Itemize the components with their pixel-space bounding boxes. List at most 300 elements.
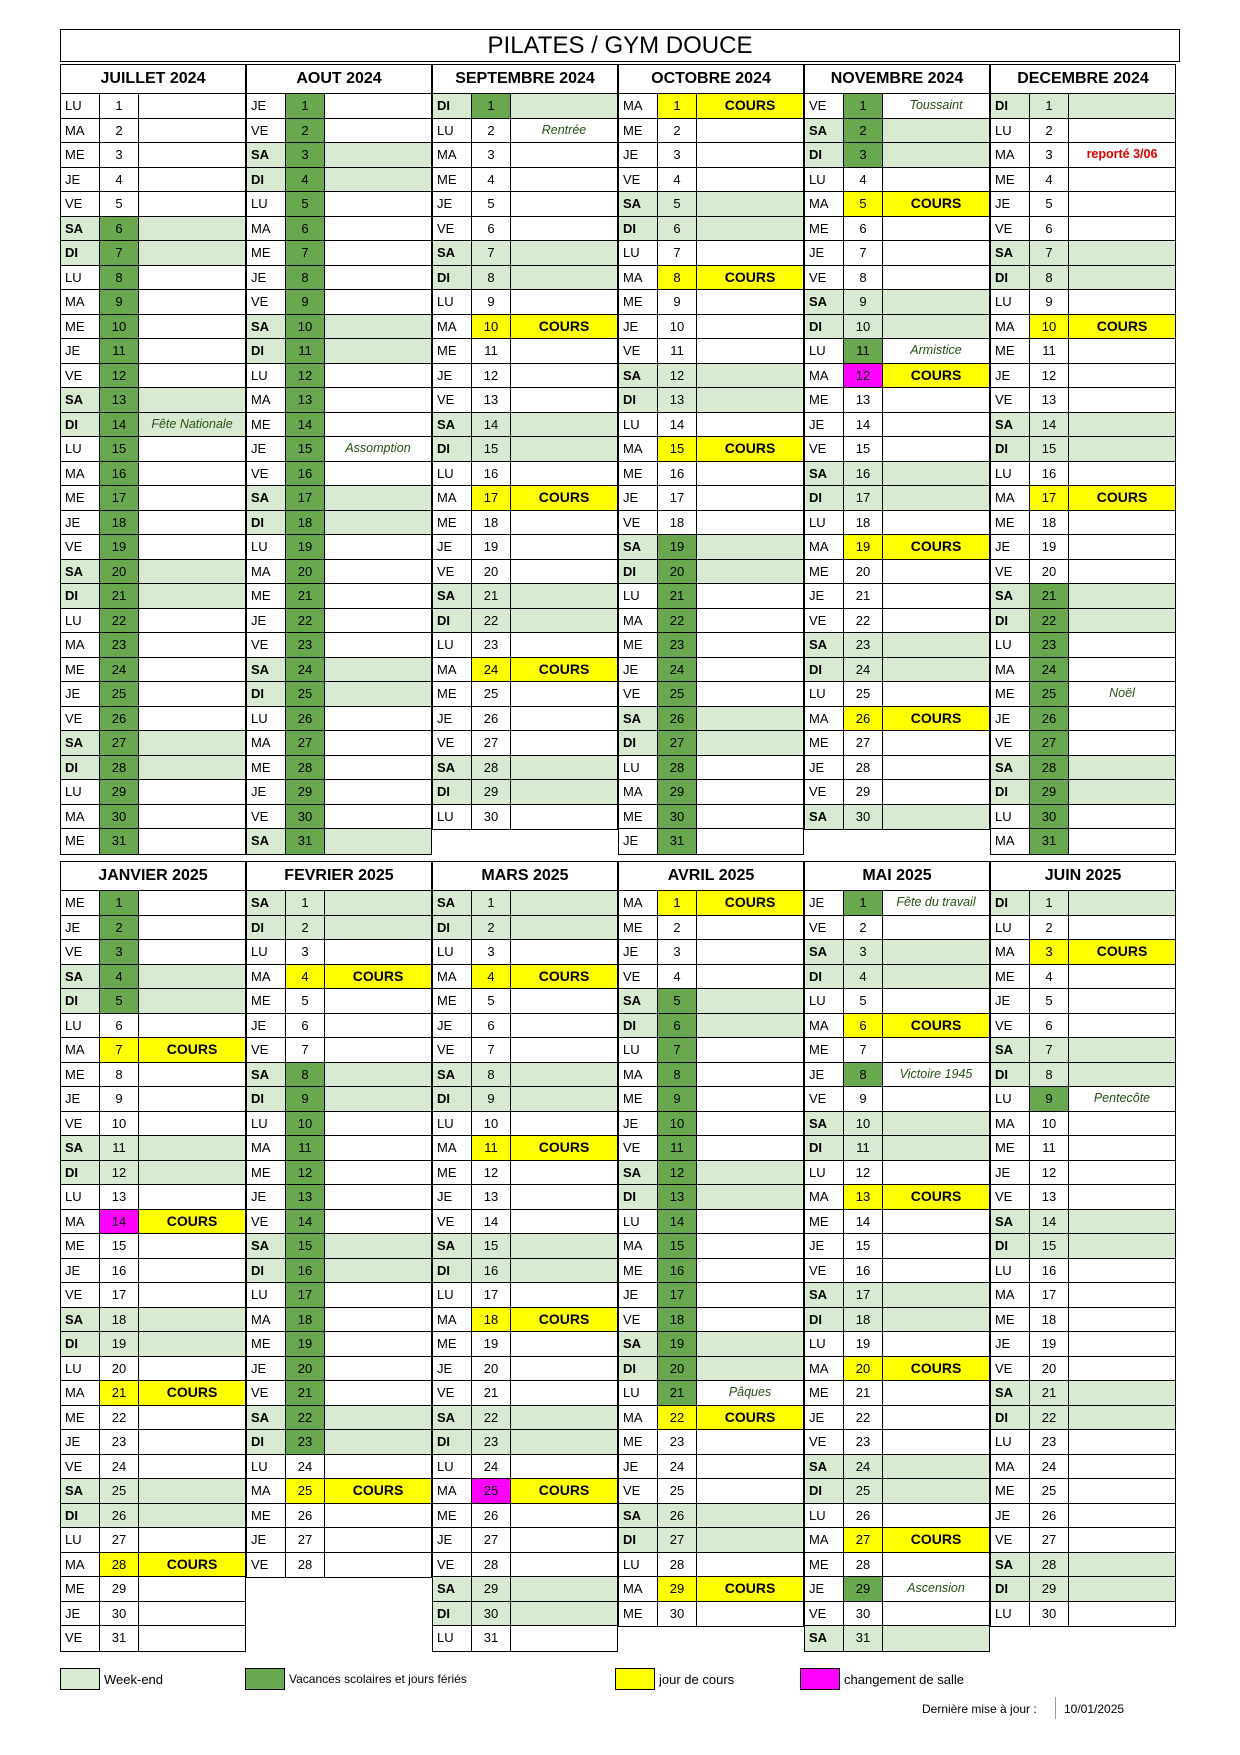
- day-number-cell: 29: [100, 780, 139, 804]
- day-number-cell: 21: [472, 1381, 511, 1405]
- info-cell: COURS: [883, 192, 989, 216]
- weekday-cell: DI: [991, 1063, 1030, 1087]
- day-number-cell: 4: [658, 168, 697, 192]
- day-row: [61, 437, 245, 462]
- weekday-cell: MA: [433, 1136, 472, 1160]
- weekday-cell: DI: [61, 1161, 100, 1185]
- info-cell: [697, 535, 803, 559]
- weekday-cell: VE: [247, 805, 286, 829]
- day-number-cell: 2: [1030, 119, 1069, 143]
- weekday-cell: MA: [61, 1381, 100, 1405]
- weekday-cell: MA: [991, 1112, 1030, 1136]
- info-cell: [1069, 829, 1175, 854]
- day-row: [61, 339, 245, 364]
- day-row: [61, 535, 245, 560]
- day-row: [433, 780, 617, 805]
- info-cell: COURS: [883, 1185, 989, 1209]
- day-number-cell: 27: [100, 731, 139, 755]
- weekday-cell: ME: [619, 633, 658, 657]
- weekday-cell: LU: [991, 1259, 1030, 1283]
- day-number-cell: 17: [472, 486, 511, 510]
- day-row: [619, 1357, 803, 1382]
- weekday-cell: JE: [805, 413, 844, 437]
- day-row: [433, 1406, 617, 1431]
- info-cell: [883, 780, 989, 804]
- day-number-cell: 8: [1030, 1063, 1069, 1087]
- info-cell: [883, 609, 989, 633]
- day-number-cell: 25: [844, 1479, 883, 1503]
- day-number-cell: 13: [844, 388, 883, 412]
- day-row: [805, 1602, 989, 1627]
- weekday-cell: VE: [433, 1038, 472, 1062]
- weekday-cell: LU: [433, 633, 472, 657]
- day-row: [805, 290, 989, 315]
- day-number-cell: 11: [286, 1136, 325, 1160]
- weekday-cell: SA: [619, 1161, 658, 1185]
- info-cell: [883, 1259, 989, 1283]
- day-number-cell: 9: [472, 1087, 511, 1111]
- info-cell: [1069, 511, 1175, 535]
- day-number-cell: 3: [1030, 143, 1069, 167]
- weekday-cell: JE: [61, 339, 100, 363]
- info-cell: [697, 731, 803, 755]
- day-row: [61, 560, 245, 585]
- info-cell: [139, 805, 245, 829]
- info-cell: [697, 829, 803, 854]
- weekday-cell: ME: [619, 119, 658, 143]
- month-title: NOVEMBRE 2024: [805, 65, 989, 94]
- day-row: [805, 916, 989, 941]
- info-cell: [697, 1136, 803, 1160]
- info-cell: COURS: [883, 364, 989, 388]
- day-number-cell: 23: [286, 1430, 325, 1454]
- weekday-cell: ME: [991, 682, 1030, 706]
- info-cell: [511, 1087, 617, 1111]
- day-row: [805, 1234, 989, 1259]
- weekday-cell: MA: [247, 1308, 286, 1332]
- day-number-cell: 30: [472, 1602, 511, 1626]
- weekday-cell: VE: [805, 1087, 844, 1111]
- day-row: [247, 1553, 431, 1578]
- month-title: DECEMBRE 2024: [991, 65, 1175, 94]
- weekday-cell: ME: [991, 168, 1030, 192]
- weekday-cell: JE: [61, 1602, 100, 1626]
- day-row: [805, 1161, 989, 1186]
- day-row: [805, 1332, 989, 1357]
- day-number-cell: 20: [658, 560, 697, 584]
- info-cell: [697, 1283, 803, 1307]
- weekday-cell: DI: [433, 1430, 472, 1454]
- day-row: [805, 633, 989, 658]
- day-number-cell: 5: [658, 192, 697, 216]
- info-cell: [697, 143, 803, 167]
- day-number-cell: 11: [844, 1136, 883, 1160]
- day-row: [247, 315, 431, 340]
- info-cell: [1069, 1553, 1175, 1577]
- day-row: [619, 290, 803, 315]
- day-row: [619, 1087, 803, 1112]
- day-row: [61, 1602, 245, 1627]
- info-cell: [511, 413, 617, 437]
- day-row: [247, 1259, 431, 1284]
- day-row: [619, 1234, 803, 1259]
- day-number-cell: 19: [844, 1332, 883, 1356]
- info-cell: Pâques: [728, 1385, 772, 1399]
- weekday-cell: JE: [805, 1063, 844, 1087]
- month-block: [432, 64, 618, 830]
- day-row: [433, 266, 617, 291]
- info-cell: [697, 584, 803, 608]
- day-number-cell: 29: [286, 780, 325, 804]
- day-row: [805, 535, 989, 560]
- info-cell: [1069, 1528, 1175, 1552]
- day-number-cell: 4: [844, 965, 883, 989]
- info-cell: [883, 1430, 989, 1454]
- day-row: [991, 1038, 1175, 1063]
- day-row: [61, 266, 245, 291]
- day-row: [619, 1504, 803, 1529]
- info-cell: [883, 1553, 989, 1577]
- info-cell: [139, 266, 245, 290]
- weekday-cell: LU: [805, 339, 844, 363]
- day-number-cell: 19: [658, 1332, 697, 1356]
- day-row: [61, 1577, 245, 1602]
- day-row: [61, 756, 245, 781]
- day-row: [619, 1136, 803, 1161]
- info-cell: [883, 1381, 989, 1405]
- info-cell: [1069, 1357, 1175, 1381]
- day-number-cell: 28: [286, 756, 325, 780]
- day-row: [991, 1504, 1175, 1529]
- day-row: [433, 1038, 617, 1063]
- day-number-cell: 27: [658, 1528, 697, 1552]
- divider: [1055, 1697, 1056, 1719]
- day-row: [61, 1185, 245, 1210]
- weekday-cell: VE: [61, 364, 100, 388]
- day-number-cell: 31: [844, 1626, 883, 1651]
- day-number-cell: 11: [658, 1136, 697, 1160]
- day-row: [991, 1234, 1175, 1259]
- info-cell: [139, 829, 245, 854]
- day-number-cell: 22: [658, 1406, 697, 1430]
- day-number-cell: 16: [658, 1259, 697, 1283]
- day-number-cell: 11: [286, 339, 325, 363]
- info-cell: [883, 1038, 989, 1062]
- weekday-cell: ME: [61, 315, 100, 339]
- weekday-cell: DI: [619, 1528, 658, 1552]
- day-number-cell: 23: [472, 1430, 511, 1454]
- day-row: [619, 829, 803, 854]
- weekday-cell: ME: [805, 388, 844, 412]
- day-row: [805, 989, 989, 1014]
- course-swatch: [615, 1668, 655, 1690]
- info-cell: COURS: [697, 1406, 803, 1430]
- day-row: [805, 805, 989, 830]
- day-number-cell: 2: [1030, 916, 1069, 940]
- weekday-cell: LU: [619, 1210, 658, 1234]
- day-row: [619, 1038, 803, 1063]
- weekday-cell: SA: [247, 1406, 286, 1430]
- info-cell: [325, 168, 431, 192]
- day-row: [433, 168, 617, 193]
- weekday-cell: JE: [433, 364, 472, 388]
- info-cell: [883, 315, 989, 339]
- info-cell: [511, 511, 617, 535]
- day-number-cell: 8: [472, 1063, 511, 1087]
- info-cell: [139, 119, 245, 143]
- info-cell: [139, 94, 245, 118]
- day-number-cell: 6: [1030, 1014, 1069, 1038]
- day-row: [433, 965, 617, 990]
- weekday-cell: JE: [247, 1185, 286, 1209]
- info-cell: [139, 192, 245, 216]
- info-cell: [511, 217, 617, 241]
- day-row: [619, 437, 803, 462]
- info-cell: [697, 1161, 803, 1185]
- info-cell: [325, 217, 431, 241]
- weekday-cell: ME: [991, 339, 1030, 363]
- day-row: [247, 168, 431, 193]
- info-cell: [325, 143, 431, 167]
- info-cell: [325, 1161, 431, 1185]
- day-number-cell: 13: [286, 1185, 325, 1209]
- day-row: [619, 1185, 803, 1210]
- day-row: [619, 1528, 803, 1553]
- weekday-cell: VE: [991, 388, 1030, 412]
- day-number-cell: 31: [286, 829, 325, 854]
- day-row: [61, 413, 245, 438]
- weekday-cell: ME: [61, 1577, 100, 1601]
- info-cell: [139, 1528, 245, 1552]
- info-cell: [511, 192, 617, 216]
- info-cell: [325, 192, 431, 216]
- info-cell: [139, 1185, 245, 1209]
- weekday-cell: ME: [619, 1259, 658, 1283]
- day-number-cell: 10: [1030, 1112, 1069, 1136]
- day-number-cell: 29: [472, 1577, 511, 1601]
- day-row: [991, 168, 1175, 193]
- day-row: [433, 119, 617, 144]
- weekday-cell: DI: [247, 1087, 286, 1111]
- info-cell: COURS: [511, 658, 617, 682]
- info-cell: [697, 388, 803, 412]
- day-row: [247, 965, 431, 990]
- info-cell: [883, 168, 989, 192]
- info-cell: [139, 339, 245, 363]
- day-number-cell: 10: [844, 315, 883, 339]
- info-cell: COURS: [883, 1357, 989, 1381]
- weekday-cell: VE: [805, 1602, 844, 1626]
- weekday-cell: SA: [805, 1283, 844, 1307]
- day-number-cell: 20: [1030, 1357, 1069, 1381]
- day-number-cell: 2: [844, 119, 883, 143]
- day-number-cell: 16: [472, 1259, 511, 1283]
- info-cell: [325, 609, 431, 633]
- day-number-cell: 15: [1030, 1234, 1069, 1258]
- info-cell: [325, 658, 431, 682]
- info-cell: [1069, 1185, 1175, 1209]
- info-cell: [511, 1014, 617, 1038]
- weekday-cell: DI: [619, 1357, 658, 1381]
- day-number-cell: 2: [844, 916, 883, 940]
- day-row: [991, 989, 1175, 1014]
- info-cell: [325, 1136, 431, 1160]
- info-cell: [325, 1528, 431, 1552]
- weekday-cell: DI: [805, 143, 844, 167]
- day-number-cell: 18: [658, 1308, 697, 1332]
- day-row: [991, 1308, 1175, 1333]
- weekday-cell: VE: [433, 217, 472, 241]
- day-row: [61, 1136, 245, 1161]
- weekday-cell: MA: [619, 1577, 658, 1601]
- weekday-cell: SA: [805, 633, 844, 657]
- info-cell: [1069, 1577, 1175, 1601]
- day-row: [805, 1283, 989, 1308]
- day-number-cell: 23: [472, 633, 511, 657]
- day-number-cell: 8: [844, 266, 883, 290]
- weekday-cell: DI: [805, 1136, 844, 1160]
- info-cell: [511, 1259, 617, 1283]
- day-row: [805, 143, 989, 168]
- info-cell: [139, 290, 245, 314]
- day-number-cell: 14: [844, 1210, 883, 1234]
- weekday-cell: DI: [433, 609, 472, 633]
- weekday-cell: JE: [61, 1430, 100, 1454]
- day-row: [619, 965, 803, 990]
- day-number-cell: 19: [286, 1332, 325, 1356]
- info-cell: [325, 731, 431, 755]
- day-number-cell: 9: [100, 290, 139, 314]
- weekday-cell: MA: [247, 965, 286, 989]
- weekday-cell: DI: [805, 965, 844, 989]
- weekday-cell: ME: [61, 143, 100, 167]
- day-row: [619, 388, 803, 413]
- day-row: [247, 609, 431, 634]
- weekday-cell: LU: [61, 94, 100, 118]
- day-row: [433, 916, 617, 941]
- day-row: [247, 1381, 431, 1406]
- day-number-cell: 9: [472, 290, 511, 314]
- day-row: [619, 1602, 803, 1627]
- day-row: [433, 1283, 617, 1308]
- day-number-cell: 4: [472, 168, 511, 192]
- weekday-cell: SA: [991, 413, 1030, 437]
- day-number-cell: 3: [286, 143, 325, 167]
- day-number-cell: 16: [286, 1259, 325, 1283]
- day-number-cell: 26: [286, 707, 325, 731]
- month-block: [990, 64, 1176, 855]
- weekday-cell: LU: [991, 462, 1030, 486]
- day-number-cell: 26: [844, 707, 883, 731]
- day-row: [991, 1332, 1175, 1357]
- day-row: [247, 940, 431, 965]
- day-row: [61, 1332, 245, 1357]
- weekday-cell: LU: [619, 756, 658, 780]
- month-block: [990, 861, 1176, 1627]
- weekday-cell: LU: [61, 780, 100, 804]
- weekday-cell: LU: [61, 266, 100, 290]
- weekday-cell: LU: [433, 1626, 472, 1651]
- info-cell: [325, 535, 431, 559]
- info-cell: Armistice: [910, 343, 962, 357]
- day-row: [61, 241, 245, 266]
- day-number-cell: 30: [286, 805, 325, 829]
- day-number-cell: 3: [658, 143, 697, 167]
- info-cell: [883, 1283, 989, 1307]
- day-number-cell: 2: [100, 119, 139, 143]
- day-row: [433, 315, 617, 340]
- weekday-cell: VE: [619, 511, 658, 535]
- info-cell: [1069, 916, 1175, 940]
- info-cell: [883, 1626, 989, 1651]
- weekday-cell: ME: [805, 731, 844, 755]
- weekday-cell: MA: [247, 560, 286, 584]
- weekday-cell: VE: [991, 731, 1030, 755]
- day-row: [247, 437, 431, 462]
- day-row: [61, 1308, 245, 1333]
- month-title: JUIN 2025: [991, 862, 1175, 891]
- weekday-cell: JE: [991, 1332, 1030, 1356]
- day-number-cell: 18: [844, 1308, 883, 1332]
- weekday-cell: ME: [433, 989, 472, 1013]
- day-number-cell: 25: [100, 682, 139, 706]
- day-number-cell: 23: [1030, 633, 1069, 657]
- day-row: [991, 633, 1175, 658]
- day-number-cell: 8: [472, 266, 511, 290]
- day-number-cell: 13: [1030, 388, 1069, 412]
- weekday-cell: LU: [433, 290, 472, 314]
- day-number-cell: 1: [286, 891, 325, 915]
- day-row: [991, 940, 1175, 965]
- weekday-cell: SA: [433, 584, 472, 608]
- day-row: [247, 1283, 431, 1308]
- weekday-cell: SA: [247, 891, 286, 915]
- day-row: [433, 535, 617, 560]
- info-cell: [511, 780, 617, 804]
- info-cell: [1069, 413, 1175, 437]
- info-cell: [697, 1455, 803, 1479]
- weekday-cell: DI: [805, 315, 844, 339]
- month-title: JUILLET 2024: [61, 65, 245, 94]
- weekday-cell: ME: [247, 989, 286, 1013]
- day-number-cell: 27: [1030, 731, 1069, 755]
- weekday-cell: JE: [991, 1161, 1030, 1185]
- day-number-cell: 30: [1030, 1602, 1069, 1627]
- weekday-cell: LU: [247, 364, 286, 388]
- weekday-cell: JE: [247, 266, 286, 290]
- day-row: [61, 658, 245, 683]
- info-cell: [883, 1406, 989, 1430]
- day-number-cell: 19: [100, 1332, 139, 1356]
- day-number-cell: 1: [844, 891, 883, 915]
- info-cell: [139, 1087, 245, 1111]
- info-cell: [697, 1602, 803, 1627]
- weekday-cell: MA: [619, 1063, 658, 1087]
- weekday-cell: DI: [61, 989, 100, 1013]
- day-row: [991, 829, 1175, 854]
- weekday-cell: ME: [991, 1479, 1030, 1503]
- weekday-cell: LU: [805, 511, 844, 535]
- weekday-cell: ME: [433, 1332, 472, 1356]
- day-row: [991, 1357, 1175, 1382]
- info-cell: [1069, 168, 1175, 192]
- info-cell: [139, 1577, 245, 1601]
- info-cell: [325, 633, 431, 657]
- day-number-cell: 12: [1030, 1161, 1069, 1185]
- info-cell: [511, 1553, 617, 1577]
- day-number-cell: 25: [472, 682, 511, 706]
- weekday-cell: MA: [433, 315, 472, 339]
